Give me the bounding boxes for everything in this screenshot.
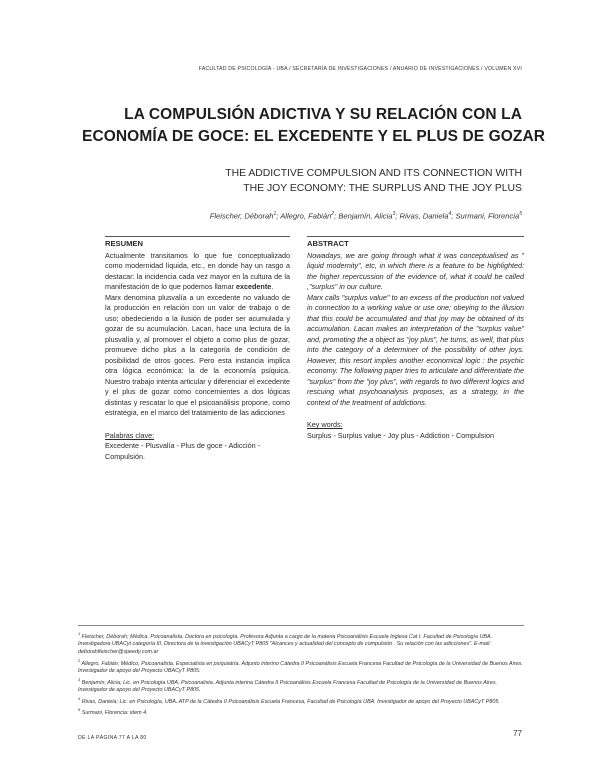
footnote-text: Rivas, Daniela; Lic. en Psicología, UBA. ATP de la Cátedra II Psicoanálisis Escuela Francesa, Facultad de Psicología UBA. Investigador de apoyo del Proyecto UBACyT P805. — [81, 698, 500, 705]
footnote — [78, 657, 524, 676]
resumen-paragraph-2: Marx denomina plusvalía a un excedente no valuado de la producción en relación con un valor de trabajo o de uso; obedeciendo a la ilusión de poder ser acumulada y gozar de su acumulación. Lacan, hace una lectura de la plusvalía y, al promover el objeto a como plus de gozar, promueve dicho plus a la categoría de condición de posibilidad de otros goces. Pero esta instancia implica otra lógica económica: la de la economía psíquica. Nuestro trabajo intenta articular y diferenciar el excedente y el plus de gozar como concernientes a dos lógicas distintas y rescatar lo que el psicoanálisis propone, como estrategia, en el marco del tratamiento de las adicciones — [105, 292, 290, 417]
author-footnote-ref[interactable]: 4 — [448, 211, 452, 217]
author-footnote-ref[interactable]: 2 — [331, 211, 335, 217]
abstract-paragraph-1: Nowadays, we are going through what it was conceptualised as " liquid modernity", etc, in which there is a feature to be highlighted: the higher repercussion of the evidence of, what it could be called ,"surplus" in our culture. — [307, 250, 524, 291]
author-footnote-ref[interactable]: 5 — [519, 211, 522, 217]
footnote-text: Surmani, Florencia: idem 4. — [81, 710, 148, 717]
footnote-number: 5 — [78, 707, 81, 713]
section-divider — [307, 236, 524, 237]
footnote-number: 1 — [78, 631, 81, 636]
author: Surmani, Florencia — [455, 211, 520, 221]
resumen-heading: RESUMEN — [105, 239, 143, 248]
footnote-text: Fleischer, Déborah; Médica. Psicoanalista. Doctora en psicología. Profesora Adjunta a cargo de la materia Psicoanálisis Escuela Inglesa Cat I. Facultad de Psicología UBA. Investigadora UBACyt categoría III. Directora de la investigación UBACyT P805 "Alcances y actualidad del concepto de compulsión . Su relación con las adicciones". E-mail: deborahfleischer@speedy.com.ar — [78, 633, 493, 655]
footnote — [78, 676, 524, 695]
author: Allegro, Fabián — [280, 211, 332, 221]
footnote-text: Benjamín, Alicia; Lic. en Psicología UBA. Psicoanalista. Adjunta interina Cátedra II Psicoanálisis Escuela Francesa Facultad de Psicología de la Universidad de Buenos Aires. Investigador de apoyo del Proyecto UBACyT P805. — [78, 679, 498, 693]
author-footnote-ref[interactable]: 1 — [273, 211, 277, 217]
abstract-keywords-label: Key words: — [307, 420, 343, 429]
title-line-2: ECONOMÍA DE GOCE: EL EXCEDENTE Y EL PLUS DE GOZAR — [82, 128, 546, 145]
abstract-column — [307, 236, 524, 441]
abstract-heading: ABSTRACT — [307, 239, 349, 248]
resumen-keywords: Excedente - Plusvalía - Plus de goce - Adicción - Compulsión. — [105, 441, 261, 461]
section-divider — [105, 236, 290, 237]
resumen-text: Actualmente transitamos lo que fue conceptualizado como modernidad líquida, etc., en donde hay un rasgo a destacar: la incidencia cada vez mayor en la cultura de la manifestación de lo que podemos llamar — [105, 250, 290, 291]
resumen-text-end: . — [271, 282, 274, 291]
abstract-keywords: Surplus - Surplus value - Joy plus - Addiction - Compulsion — [307, 430, 494, 440]
page-range-footer: DE LA PÁGINA 77 A LA 80 — [78, 735, 147, 741]
resumen-emphasis: excedente — [236, 282, 272, 291]
footnote-number: 4 — [78, 695, 81, 701]
page-number: 77 — [513, 729, 522, 738]
resumen-column — [105, 236, 290, 462]
article-title — [82, 104, 546, 148]
footnote-number: 2 — [78, 657, 81, 663]
footnote-text: Allegro, Fabián; Médico, Psicoanalista. Especialista en psiquiatría. Adjunto interino Cátedra II Psicoanálisis Escuela Francesa Facultad de Psicología de la Universidad de Buenos Aires. Investigador de apoyo del Proyecto UBACyT P805. — [78, 660, 523, 674]
author: Benjamín, Alicia — [338, 211, 393, 221]
resumen-keywords-label: Palabras clave: — [105, 430, 155, 440]
article-subtitle-english — [82, 166, 522, 196]
footnote — [78, 706, 524, 717]
abstract-paragraph-2: Marx calls "surplus value" to an excess of the production not valued in connection to a working value or use one; obeying to the illusion that this could be accumulated and that joy may be obtained of its accumulation. Lacan makes an interpretation of the "surplus value" and, promoting the a object as "joy plus", he turns, as well, that plus into the category of a determiner of the possibility of other joys. However, this resort implies another economical logic : the psychic economy. The following paper tries to articulate and differentiate the "surplus" from the "joy plus", with regards to two different logics and rescuing what psychoanalysis proposes, as a strategy, in the context of the treatment of addictions. — [307, 292, 524, 407]
subtitle-line-1: THE ADDICTIVE COMPULSION AND ITS CONNECTION WITH — [225, 168, 522, 179]
author-footnote-ref[interactable]: 3 — [392, 211, 396, 217]
footnote — [78, 630, 524, 656]
subtitle-line-2: THE JOY ECONOMY: THE SURPLUS AND THE JOY PLUS — [243, 183, 522, 194]
author: Fleischer, Déborah — [209, 211, 274, 221]
title-line-1: LA COMPULSIÓN ADICTIVA Y SU RELACIÓN CON LA — [124, 106, 522, 123]
resumen-paragraph-1 — [105, 251, 290, 293]
running-header: FACULTAD DE PSICOLOGÍA - UBA / SECRETARÍA DE INVESTIGACIONES / ANUARIO DE INVESTIGACIONES / VOLUMEN XVI — [198, 66, 522, 72]
footnote-number: 3 — [78, 676, 81, 682]
footnote — [78, 695, 524, 706]
authors-line: Fleischer, Déborah$^1$; Allegro, Fabián$^2$; Benjamín, Alicia$^3$; Rivas, Daniela$^4$; Surmani, Florencia$^5$ — [209, 211, 522, 221]
author: Rivas, Daniela — [399, 211, 449, 221]
footnotes — [78, 625, 524, 718]
